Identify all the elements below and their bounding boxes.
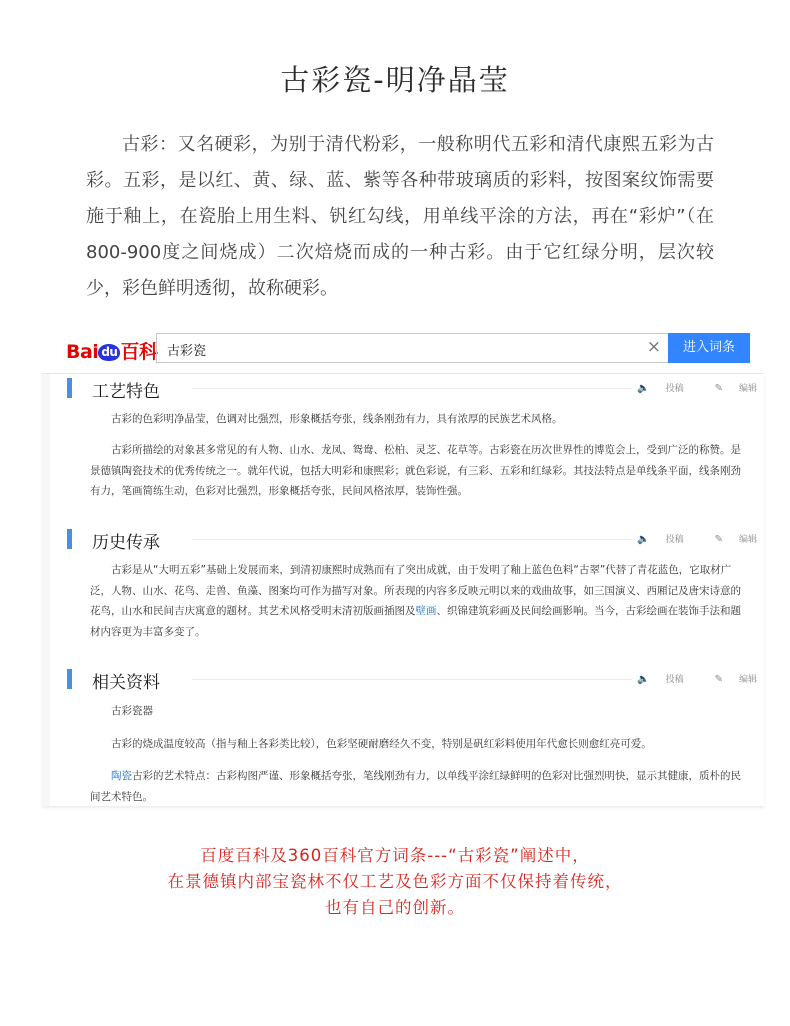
section-marker (67, 529, 72, 549)
logo-baike: 百科 (120, 341, 158, 363)
paragraph (90, 766, 745, 807)
section-header-craft (67, 377, 757, 401)
section-actions (609, 381, 757, 394)
mural-link[interactable]: 壁画 (415, 605, 437, 617)
page-title: 古彩瓷-明净晶莹 (280, 63, 510, 97)
pencil-icon: ✎ (714, 534, 723, 545)
section-actions (609, 672, 757, 685)
footer-line: 百度百科及360百科官方词条---“古彩瓷”阐述中， (200, 846, 590, 865)
baidu-baike-logo[interactable] (66, 337, 157, 364)
paragraph-text: 、织锦建筑彩画及民间绘画影响。当今，古彩绘画在装饰手法和题材内容更为丰富多变了。 (90, 605, 741, 638)
clear-icon[interactable]: × (646, 337, 661, 357)
report-label: 投稿 (665, 675, 684, 685)
paragraph (90, 560, 745, 642)
intro-paragraph: 古彩：又名硬彩，为别于清代粉彩，一般称明代五彩和清代康熙五彩为古彩。五彩，是以红、黄、绿、蓝、紫等各种带玻璃质的彩料，按图案纹饰需要施于釉上，在瓷胎上用生料、钒红勾线，用单线平涂的方法，再在“彩炉”（在800-900度之间烧成）二次焙烧而成的一种古彩。由于它红绿分明，层次较少，彩色鲜明透彻，故称硬彩。 (86, 134, 714, 299)
report-label: 投稿 (665, 535, 684, 545)
intro-text (86, 127, 714, 307)
section-actions (609, 532, 757, 545)
edit-label: 编辑 (738, 675, 757, 685)
search-input[interactable] (156, 333, 670, 363)
paragraph: 古彩所描绘的对象甚多常见的有人物、山水、龙凤、鸳鸯、松柏、灵芝、花草等。古彩瓷在历次世界性的博览会上，受到广泛的称赞。是景德镇陶瓷技术的优秀传统之一。就年代说，包括大明彩和康熙彩；就色彩说，有三彩、五彩和红绿彩。其技法特点是单线条平面，线条刚劲有力，笔画简练生动，色彩对比强烈，形象概括夸张，民间风格浓厚，装饰性强。 (90, 444, 741, 497)
baike-article-panel (42, 373, 764, 806)
speaker-icon: 🔈 (637, 674, 650, 685)
panel-left-strip (42, 374, 50, 806)
search-input-value: 古彩瓷 (167, 344, 207, 359)
section-title: 历史传承 (92, 533, 160, 553)
divider (192, 539, 632, 540)
paragraph: 古彩瓷器 (111, 705, 153, 717)
report-link[interactable] (623, 384, 683, 394)
footer-line: 也有自己的创新。 (325, 898, 465, 917)
section-title: 工艺特色 (92, 382, 160, 402)
section-title: 相关资料 (92, 673, 160, 693)
paragraph: 古彩的烧成温度较高（指与釉上各彩类比较），色彩坚硬耐磨经久不变，特别是矾红彩料使用年代愈长则愈红亮可爱。 (111, 738, 652, 750)
baidu-search-bar (66, 333, 735, 365)
section-marker (67, 669, 72, 689)
section-header-references (67, 668, 757, 692)
report-link[interactable] (623, 535, 683, 545)
pencil-icon: ✎ (714, 383, 723, 394)
edit-link[interactable] (701, 384, 757, 394)
edit-label: 编辑 (738, 384, 757, 394)
paragraph-text: 古彩的艺术特点：古彩构图严谨、形象概括夸张，笔线刚劲有力，以单线平涂红绿鲜明的色彩对比强烈明快，显示其健康，质朴的民间艺术特色。 (90, 770, 741, 803)
paw-icon: du (98, 344, 120, 361)
speaker-icon: 🔈 (637, 383, 650, 394)
edit-label: 编辑 (738, 535, 757, 545)
enter-entry-button[interactable]: 进入词条 (668, 333, 750, 363)
report-link[interactable] (623, 675, 683, 685)
edit-link[interactable] (701, 535, 757, 545)
pencil-icon: ✎ (714, 674, 723, 685)
footer-note (0, 843, 790, 921)
divider (192, 679, 632, 680)
ceramics-link[interactable]: 陶瓷 (111, 770, 132, 782)
speaker-icon: 🔈 (637, 534, 650, 545)
divider (192, 388, 632, 389)
section-header-history (67, 528, 757, 552)
report-label: 投稿 (665, 384, 684, 394)
paragraph: 古彩的色彩明净晶莹，色调对比强烈，形象概括夸张，线条刚劲有力，具有浓厚的民族艺术风格。 (111, 413, 563, 425)
footer-line: 在景德镇内部宝瓷林不仅工艺及色彩方面不仅保持着传统， (167, 872, 623, 891)
edit-link[interactable] (701, 675, 757, 685)
paragraph-text: 古彩是从“大明五彩”基础上发展而来，到清初康熙时成熟而有了突出成就，由于发明了釉上蓝色色料“古翠”代替了青花蓝色，它取材广泛，人物、山水、花鸟、走兽、鱼藻、图案均可作为描写对象。所表现的内容多反映元明以来的戏曲故事，如三国演义、西厢记及唐宋诗意的花鸟，山水和民间吉庆寓意的题材。其艺术风格受明末清初版画插图及 (90, 564, 741, 617)
section-marker (67, 378, 72, 398)
logo-bai: Bai (66, 341, 99, 363)
